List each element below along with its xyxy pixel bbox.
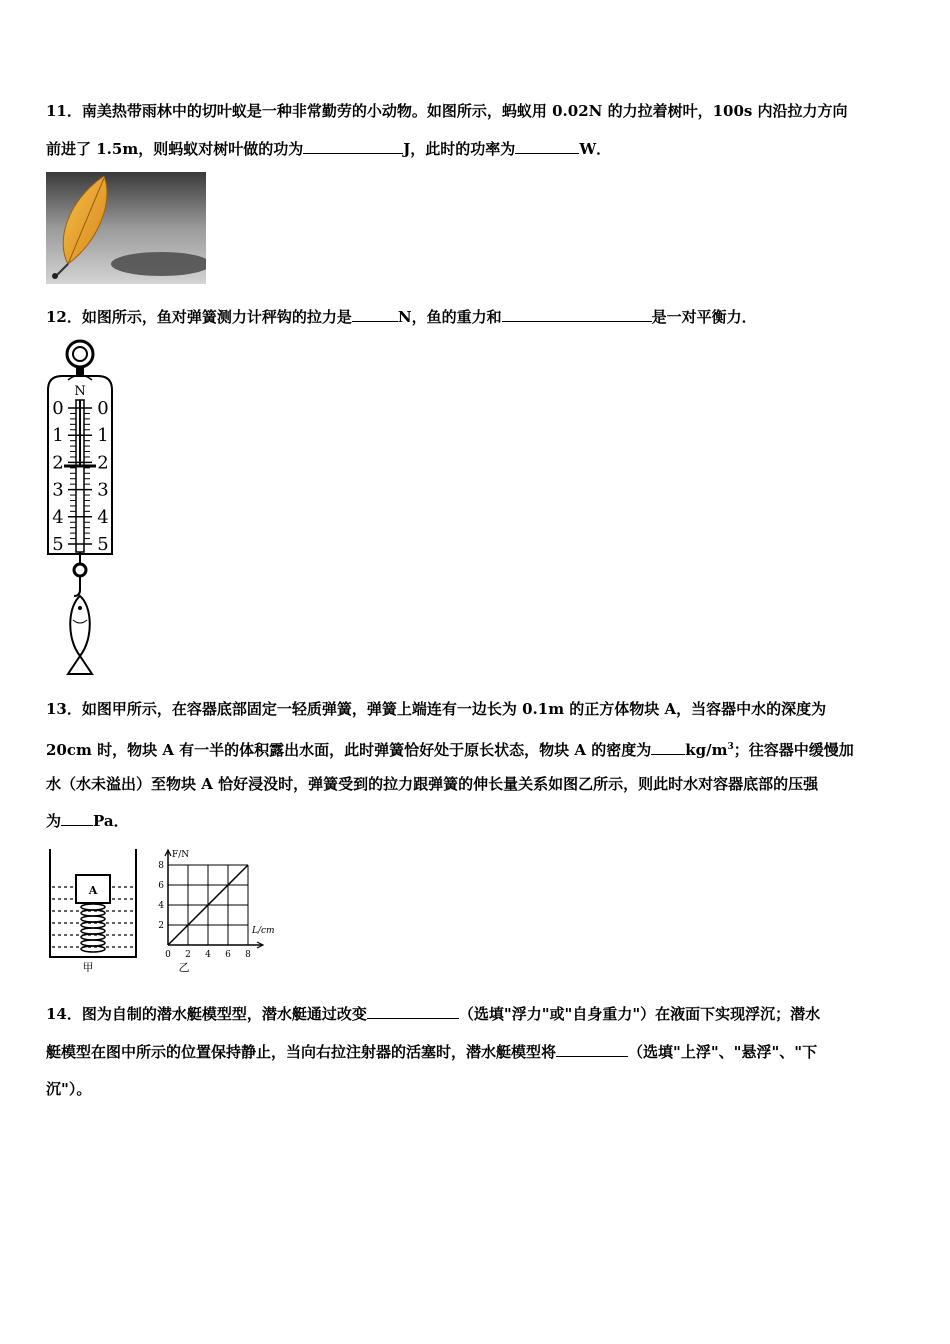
q14-line1-pre: 14．图为自制的潜水艇模型型，潜水艇通过改变 [46,1005,367,1023]
q13-line1: 13．如图甲所示，在容器底部固定一轻质弹簧，弹簧上端连有一边长为 0.1m 的正方体物块 A，当容器中水的深度为 [46,700,827,718]
q11-line2-pre: 前进了 1.5m，则蚂蚁对树叶做的功为 [46,140,304,158]
chart-x-axis-label: L/cm [252,926,275,936]
q12-line1-end: 是一对平衡力． [651,308,757,326]
chart-x-tick-label: 2 [185,950,191,960]
scale-tick-label-left: 4 [52,506,64,528]
q14-line2 [46,1042,817,1062]
scale-tick-label-left: 3 [52,479,64,501]
q13-line2 [46,737,854,760]
q14-line3: 沉"）。 [46,1080,92,1098]
chart-x-tick-label: 6 [225,950,231,960]
q11-work-blank[interactable] [303,139,403,154]
scale-tick-label-right: 0 [97,398,109,419]
q12-balance-blank[interactable] [502,307,652,322]
figure-a-label: 甲 [82,961,94,974]
q12-force-blank[interactable] [352,307,398,322]
chart-y-tick-label: 2 [158,921,164,931]
chart-x-tick-label: 8 [245,950,251,960]
q13-line2-pre: 20cm 时，物块 A 有一半的体积露出水面，此时弹簧恰好处于原长状态，物块 A 的密度为 [46,741,652,759]
q13-pressure-blank[interactable] [61,811,93,826]
scale-tick-label-left: 0 [52,398,64,419]
q14-motion-blank[interactable] [556,1042,628,1057]
q12-line1 [46,307,757,327]
chart-y-axis-label: F/N [172,850,190,860]
q11-power-blank[interactable] [515,139,579,154]
scale-tick-label-left: 1 [52,425,64,447]
q14-line2-pre: 艇模型在图中所示的位置保持静止，当向右拉注射器的活塞时，潜水艇模型将 [46,1043,557,1061]
container-figure-a [46,845,142,975]
chart-y-tick-label: 6 [158,881,164,891]
leaf-photo [46,172,206,284]
q12-line1-mid: N，鱼的重力和 [397,308,502,326]
q11-line2-end: W． [579,140,612,158]
chart-y-tick-label: 4 [158,901,164,911]
q13-line4-pre: 为 [46,812,62,830]
q13-density-blank[interactable] [651,740,685,755]
chart-x-tick-label: 0 [165,950,171,960]
scale-tick-label-left: 2 [52,452,64,474]
force-extension-chart [150,845,280,975]
spring-scale-figure [40,338,120,678]
q11-line2-mid: J，此时的功率为 [403,140,516,158]
scale-unit-label: N [74,384,86,399]
q12-line1-pre: 12．如图所示，鱼对弹簧测力计秤钩的拉力是 [46,308,352,326]
q13-unit-exponent: 3 [727,742,734,752]
q13-line2-end: ；往容器中缓慢加 [733,741,854,759]
scale-tick-label-right: 3 [97,479,109,501]
scale-tick-label-right: 4 [97,506,109,528]
figure-b-label: 乙 [178,961,190,974]
spring-coil [81,904,105,952]
q11-line1: 11．南美热带雨林中的切叶蚁是一种非常勤劳的小动物。如图所示，蚂蚁用 0.02N 的力拉着树叶，100s 内沿拉力方向 [46,102,848,120]
q13-line3: 水（水未溢出）至物块 A 恰好浸没时，弹簧受到的拉力跟弹簧的伸长量关系如图乙所示，则此时水对容器底部的压强 [46,775,819,793]
q11-line2 [46,139,611,159]
q14-line1 [46,1004,820,1024]
q13-line4 [46,811,129,831]
scale-tick-label-right: 1 [97,425,109,447]
scale-tick-label-right: 2 [97,452,109,474]
fish-drawing [68,596,92,674]
q13-density-unit: kg/m [685,741,728,759]
chart-y-tick-label: 8 [158,861,164,871]
q14-method-blank[interactable] [367,1004,459,1019]
q14-line1-end: （选填"浮力"或"自身重力"）在液面下实现浮沉；潜水 [458,1005,821,1023]
scale-tick-label-right: 5 [97,534,109,555]
scale-tick-label-left: 5 [52,534,64,555]
q13-line4-end: Pa． [93,812,129,830]
block-a-label: A [88,884,98,897]
scale-hook [74,576,80,596]
q14-line2-end: （选填"上浮"、"悬浮"、"下 [628,1043,818,1061]
chart-x-tick-label: 4 [205,950,211,960]
